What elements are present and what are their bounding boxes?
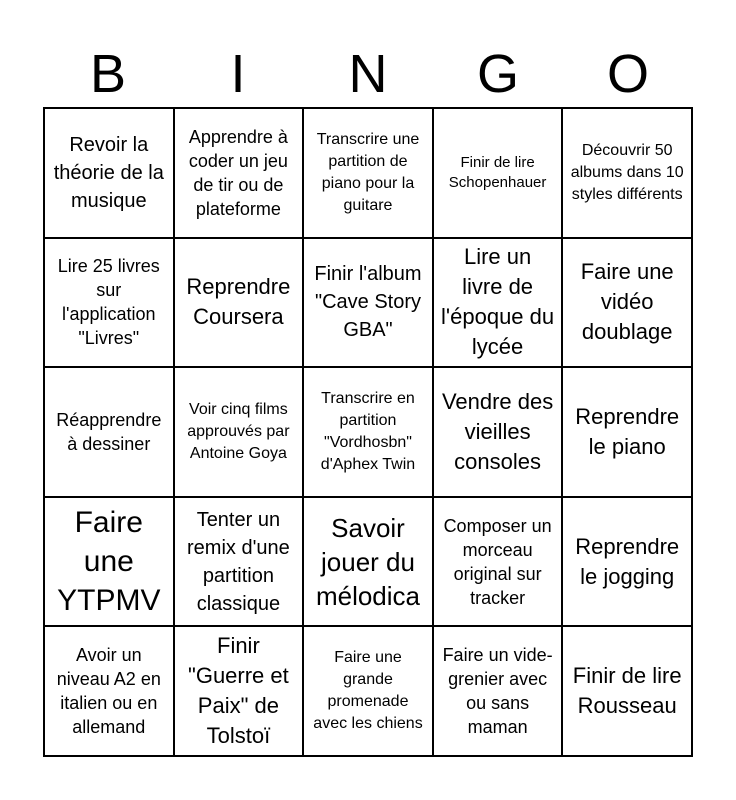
- bingo-header: [43, 40, 693, 108]
- bingo-cell[interactable]: [562, 108, 692, 238]
- bingo-cell[interactable]: [44, 626, 174, 756]
- header-letter-g: G: [476, 44, 519, 104]
- bingo-cell[interactable]: [174, 238, 304, 368]
- bingo-cell[interactable]: [433, 497, 563, 627]
- cell-text: Apprendre à coder un jeu de tir ou de plateforme: [188, 126, 288, 219]
- bingo-cell[interactable]: [174, 626, 304, 756]
- cell-text: Finir l'album "Cave Story GBA": [314, 263, 422, 342]
- cell-text: Voir cinq films approuvés par Antoine Goya: [187, 400, 290, 462]
- header-letter-o: O: [606, 44, 649, 104]
- cell-text: Lire un livre de l'époque du lycée: [441, 244, 555, 360]
- cell-text: Savoir jouer du mélodica: [315, 512, 421, 611]
- bingo-cell[interactable]: [303, 497, 433, 627]
- bingo-cell[interactable]: [562, 367, 692, 497]
- header-letter-b: B: [89, 44, 127, 104]
- cell-text: Finir "Guerre et Paix" de Tolstoï: [188, 633, 289, 749]
- header-letter-i: I: [230, 44, 246, 104]
- cell-text: Reprendre le piano: [575, 403, 680, 459]
- bingo-cell[interactable]: [174, 497, 304, 627]
- cell-text: Reprendre le jogging: [575, 533, 680, 589]
- cell-text: Réapprendre à dessiner: [56, 409, 162, 454]
- bingo-cell[interactable]: [303, 108, 433, 238]
- cell-text: Découvrir 50 albums dans 10 styles différents: [570, 141, 684, 203]
- cell-text: Composer un morceau original sur tracker: [443, 515, 552, 608]
- cell-text: Finir de lire Schopenhauer: [448, 153, 547, 191]
- cell-text: Faire un vide-grenier avec ou sans maman: [442, 645, 553, 738]
- bingo-cell[interactable]: [174, 108, 304, 238]
- cell-text: Lire 25 livres sur l'application "Livres": [57, 256, 160, 349]
- cell-text: Transcrire une partition de piano pour la guitare: [316, 130, 420, 214]
- cell-text: Faire une YTPMV: [57, 506, 161, 618]
- bingo-cell[interactable]: [433, 108, 563, 238]
- cell-text: Faire une grande promenade avec les chiens: [313, 649, 423, 733]
- bingo-cell[interactable]: [303, 367, 433, 497]
- cell-text: Finir de lire Rousseau: [572, 663, 682, 719]
- bingo-cell[interactable]: [44, 497, 174, 627]
- cell-text: Faire une vidéo doublage: [580, 259, 674, 345]
- bingo-cell[interactable]: [562, 497, 692, 627]
- bingo-cell[interactable]: [433, 626, 563, 756]
- bingo-cell[interactable]: [433, 238, 563, 368]
- bingo-cell[interactable]: [174, 367, 304, 497]
- bingo-cell[interactable]: [303, 238, 433, 368]
- bingo-cell[interactable]: [303, 626, 433, 756]
- cell-text: Tenter un remix d'une partition classique: [187, 508, 290, 615]
- header-letter-n: N: [348, 44, 388, 104]
- cell-text: Revoir la théorie de la musique: [53, 133, 164, 212]
- bingo-cell[interactable]: [44, 367, 174, 497]
- bingo-cell[interactable]: [562, 238, 692, 368]
- bingo-card: [43, 107, 693, 757]
- bingo-cell[interactable]: [44, 238, 174, 368]
- cell-text: Reprendre Coursera: [186, 274, 291, 330]
- cell-text: Avoir un niveau A2 en italien ou en allemand: [56, 645, 161, 738]
- cell-text: Transcrire en partition "Vordhosbn" d'Aphex Twin: [320, 389, 416, 473]
- bingo-cell[interactable]: [433, 367, 563, 497]
- bingo-cell[interactable]: [44, 108, 174, 238]
- bingo-cell[interactable]: [562, 626, 692, 756]
- cell-text: Vendre des vieilles consoles: [441, 388, 554, 474]
